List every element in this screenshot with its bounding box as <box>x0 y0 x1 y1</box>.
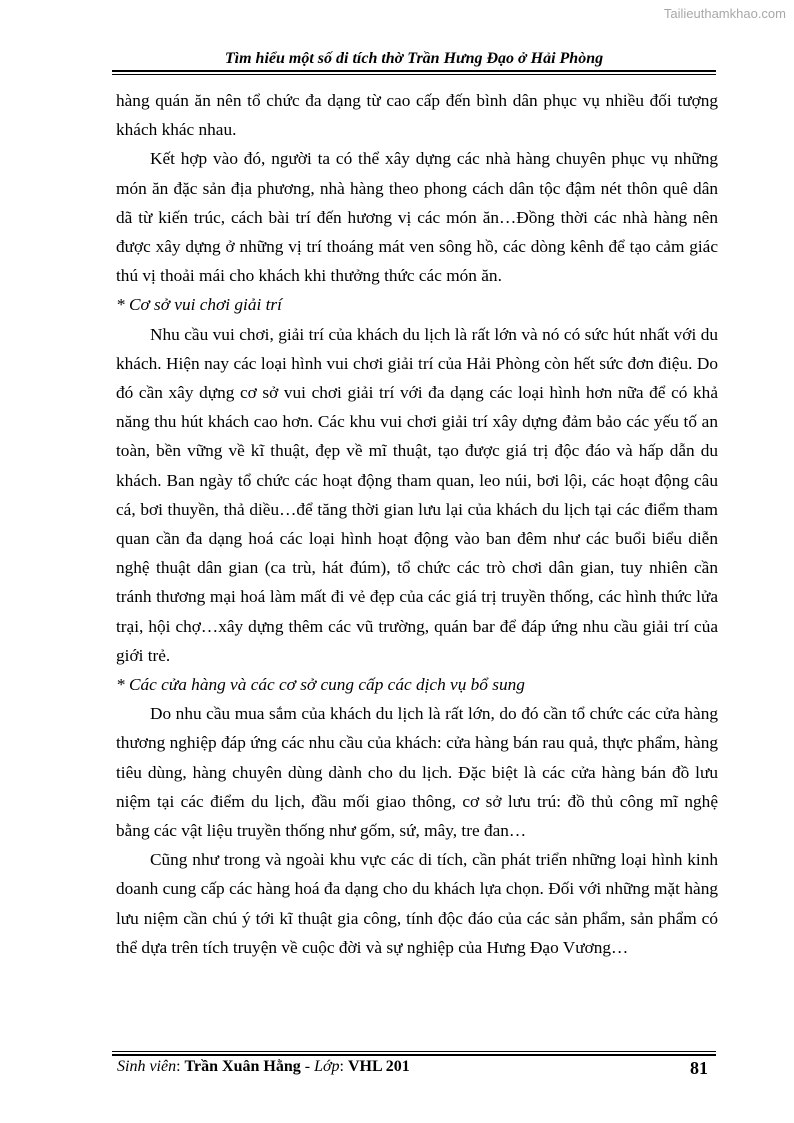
header-rule-thick <box>112 70 716 72</box>
footer-class-label: Lớp <box>314 1058 340 1075</box>
page-number: 81 <box>690 1058 708 1078</box>
paragraph-continuation: hàng quán ăn nên tổ chức đa dạng từ cao cấp đến bình dân phục vụ nhiều đối tượng khách khác nhau. <box>116 91 718 140</box>
paragraph: Cũng như trong và ngoài khu vực các di tích, cần phát triển những loại hình kinh doanh cung cấp các hàng hoá đa dạng cho du khách lựa chọn. Đối với những mặt hàng lưu niệm cần chú ý tới kĩ thuật gia công, tính độc đáo của các sản phẩm, sản phẩm có thể dựa trên tích truyện về cuộc đời và sự nghiệp của Hưng Đạo Vương… <box>116 850 718 957</box>
footer-student-info: Sinh viên: Trần Xuân Hằng - Lớp: VHL 201 <box>117 1058 410 1075</box>
paragraph: Nhu cầu vui chơi, giải trí của khách du lịch là rất lớn và nó có sức hút nhất với du khách. Hiện nay các loại hình vui chơi giải trí của Hải Phòng còn hết sức đơn điệu. Do đó cần xây dựng cơ sở vui chơi giải trí với đa dạng các loại hình hơn nữa để có khả năng thu hút khách cao hơn. Các khu vui chơi giải trí xây dựng đảm bảo các yếu tố an toàn, bền vững về kĩ thuật, đẹp về mĩ thuật, tạo được giá trị độc đáo và hấp dẫn du khách. Ban ngày tổ chức các hoạt động tham quan, leo núi, bơi lội, các hoạt động câu cá, bơi thuyền, thả diều…để tăng thời gian lưu lại của khách du lịch tại các điểm tham quan cần đa dạng hoá các loại hình hoạt động vào ban đêm như các buổi biểu diễn nghệ thuật dân gian (ca trù, hát đúm), tổ chức các trò chơi dân gian, tuy nhiên cần tránh thương mại hoá làm mất đi vẻ đẹp của các giá trị truyền thống, các hình thức lửa trại, hội chợ…xây dựng thêm các vũ trường, quán bar để đáp ứng nhu cầu giải trí của giới trẻ. <box>116 324 718 665</box>
footer-student-label: Sinh viên <box>117 1058 177 1075</box>
page-header-title: Tìm hiểu một số di tích thờ Trần Hưng Đạo ở Hải Phòng <box>224 50 604 67</box>
footer-class-name: VHL 201 <box>347 1058 410 1075</box>
footer-rule-thin <box>112 1051 716 1052</box>
watermark-text: Tailieuthamkhao.com <box>663 6 786 21</box>
footer-student-name: Trần Xuân Hằng <box>184 1058 301 1075</box>
page-body <box>116 86 718 962</box>
footer-rule-thick <box>112 1054 716 1056</box>
footer-separator: - <box>300 1058 315 1075</box>
header-rule-thin <box>112 74 716 75</box>
section-heading-shops-services: * Các cửa hàng và các cơ sở cung cấp các dịch vụ bổ sung <box>116 675 525 695</box>
section-heading-entertainment: * Cơ sở vui chơi giải trí <box>116 295 282 315</box>
paragraph: Do nhu cầu mua sắm của khách du lịch là rất lớn, do đó cần tổ chức các cửa hàng thương nghiệp đáp ứng các nhu cầu của khách: cửa hàng bán rau quả, thực phẩm, hàng tiêu dùng, hàng chuyên dùng dành cho du lịch. Đặc biệt là các cửa hàng bán đồ lưu niệm tại các điểm du lịch, đầu mối giao thông, cơ sở lưu trú: đồ thủ công mĩ nghệ bằng các vật liệu truyền thống như gốm, sứ, mây, tre đan… <box>116 704 718 841</box>
paragraph: Kết hợp vào đó, người ta có thể xây dựng các nhà hàng chuyên phục vụ những món ăn đặc sản địa phương, nhà hàng theo phong cách dân tộc đậm nét thôn quê dân dã từ kiến trúc, cách bài trí đến hương vị các món ăn…Đồng thời các nhà hàng nên được xây dựng ở những vị trí thoáng mát ven sông hồ, các dòng kênh để tạo cảm giác thú vị thoải mái cho khách khi thưởng thức các món ăn. <box>116 149 718 286</box>
